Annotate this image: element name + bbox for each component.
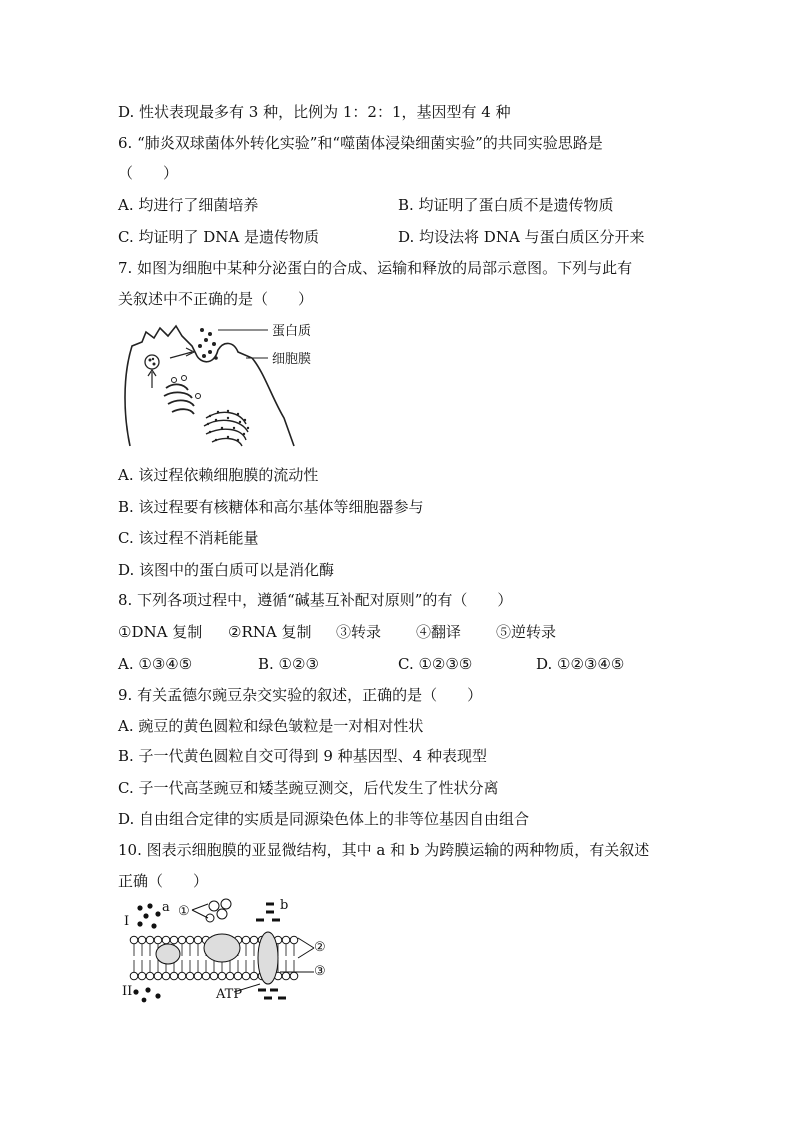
q9-option-d: D. 自由组合定律的实质是同源染色体上的非等位基因自由组合 [118,810,530,828]
label-side-i: I [124,914,130,929]
q7-option-a: A. 该过程依赖细胞膜的流动性 [118,466,319,484]
q9-option-c: C. 子一代高茎豌豆和矮茎豌豆测交，后代发生了性状分离 [118,779,499,797]
q5-option-d: D. 性状表现最多有 3 种，比例为 1：2：1，基因型有 4 种 [118,103,511,121]
q9-stem: 9. 有关孟德尔豌豆杂交实验的叙述，正确的是（ ） [118,686,483,704]
q8-option-d: D. ①②③④⑤ [536,655,625,673]
q8-option-a: A. ①③④⑤ [118,655,193,673]
q7-option-c: C. 该过程不消耗能量 [118,529,259,547]
label-cell-membrane: 细胞膜 [272,352,312,367]
label-side-ii: II [122,984,133,999]
q6-option-d: D. 均设法将 DNA 与蛋白质区分开来 [398,228,645,246]
q6-option-b: B. 均证明了蛋白质不是遗传物质 [398,196,614,214]
q9-option-b: B. 子一代黄色圆粒自交可得到 9 种基因型、4 种表现型 [118,747,487,765]
label-a: a [162,900,170,915]
q9-option-a: A. 豌豆的黄色圆粒和绿色皱粒是一对相对性状 [118,717,424,735]
label-2: ② [314,940,326,955]
label-1: ① [178,904,190,919]
q8-item-4: ④翻译 [416,623,462,641]
label-atp: ATP [216,987,243,1002]
q6-option-a: A. 均进行了细菌培养 [118,196,259,214]
q8-item-1: ①DNA 复制 [118,623,203,641]
q8-stem: 8. 下列各项过程中，遵循“碱基互补配对原则”的有（ ） [118,591,513,609]
q8-option-c: C. ①②③⑤ [398,655,473,673]
q10-stem: 10. 图表示细胞膜的亚显微结构，其中 a 和 b 为跨膜运输的两种物质，有关叙述 [118,841,650,859]
q8-item-2: ②RNA 复制 [228,623,312,641]
q8-item-5: ⑤逆转录 [496,623,557,641]
label-protein: 蛋白质 [272,324,312,339]
label-3: ③ [314,964,326,979]
secretion-diagram [118,318,348,458]
label-b: b [280,898,289,913]
q8-option-b: B. ①②③ [258,655,319,673]
q6-option-c: C. 均证明了 DNA 是遗传物质 [118,228,319,246]
q6-stem: 6. “肺炎双球菌体外转化实验”和“噬菌体浸染细菌实验”的共同实验思路是 [118,134,603,152]
q7-stem-cont: 关叙述中不正确的是（ ） [118,290,314,308]
q10-stem-cont: 正确（ ） [118,872,209,890]
q8-item-3: ③转录 [336,623,382,641]
q6-paren: （ ） [118,164,179,182]
q7-option-b: B. 该过程要有核糖体和高尔基体等细胞器参与 [118,498,424,516]
q7-option-d: D. 该图中的蛋白质可以是消化酶 [118,561,335,579]
q7-stem: 7. 如图为细胞中某种分泌蛋白的合成、运输和释放的局部示意图。下列与此有 [118,259,633,277]
